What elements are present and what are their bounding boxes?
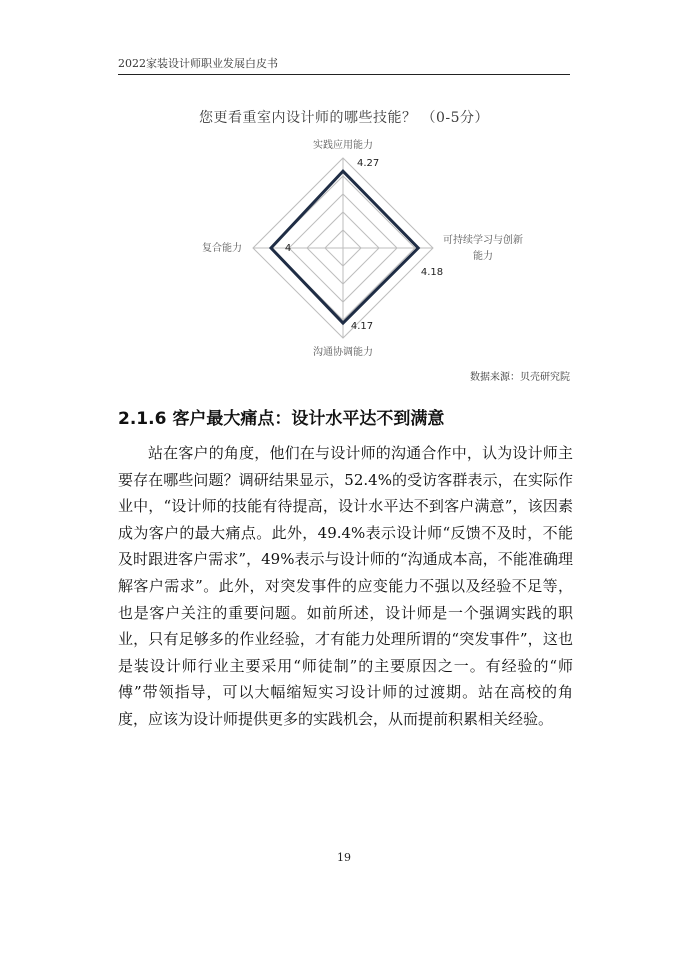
header-title: 2022家装设计师职业发展白皮书 bbox=[118, 57, 278, 70]
chart-title: 您更看重室内设计师的哪些技能？ （0-5分） bbox=[199, 110, 489, 126]
axis-label-learning-line1: 可持续学习与创新 bbox=[443, 235, 523, 246]
data-label-communication: 4.17 bbox=[350, 321, 374, 332]
page-header bbox=[118, 56, 570, 75]
axis-label-communication: 沟通协调能力 bbox=[313, 347, 373, 358]
data-label-composite: 4 bbox=[284, 243, 292, 254]
axis-label-composite: 复合能力 bbox=[202, 243, 242, 254]
data-label-practical: 4.27 bbox=[357, 158, 380, 169]
body-paragraph: 站在客户的角度，他们在与设计师的沟通合作中，认为设计师主要存在哪些问题？调研结果显示，52.4%的受访客群表示，在实际作业中，“设计师的技能有待提高，设计水平达不到客户满意”，该因素成为客户的最大痛点。此外，49.4%表示设计师“反馈不及时，不能及时跟进客户需求”，49%表示与设计师的“沟通成本高，不能准确理解客户需求”。此外，对突发事件的应变能力不强以及经验不足等，也是客户关注的重要问题。如前所述，设计师是一个强调实践的职业，只有足够多的作业经验，才有能力处理所谓的“突发事件”，这也是装设计师行业主要采用“师徒制”的主要原因之一。有经验的“师傅”带领指导，可以大幅缩短实习设计师的过渡期。站在高校的角度，应该为设计师提供更多的实践机会，从而提前积累相关经验。 bbox=[118, 444, 573, 728]
radar-chart bbox=[180, 130, 560, 365]
data-label-learning: 4.18 bbox=[420, 267, 444, 278]
page-number: 19 bbox=[337, 851, 351, 864]
axis-label-learning-line2: 能力 bbox=[473, 251, 493, 262]
axis-label-practical: 实践应用能力 bbox=[313, 140, 373, 151]
data-source: 数据来源：贝壳研究院 bbox=[470, 372, 570, 383]
section-heading: 2.1.6 客户最大痛点：设计水平达不到满意 bbox=[118, 409, 445, 429]
